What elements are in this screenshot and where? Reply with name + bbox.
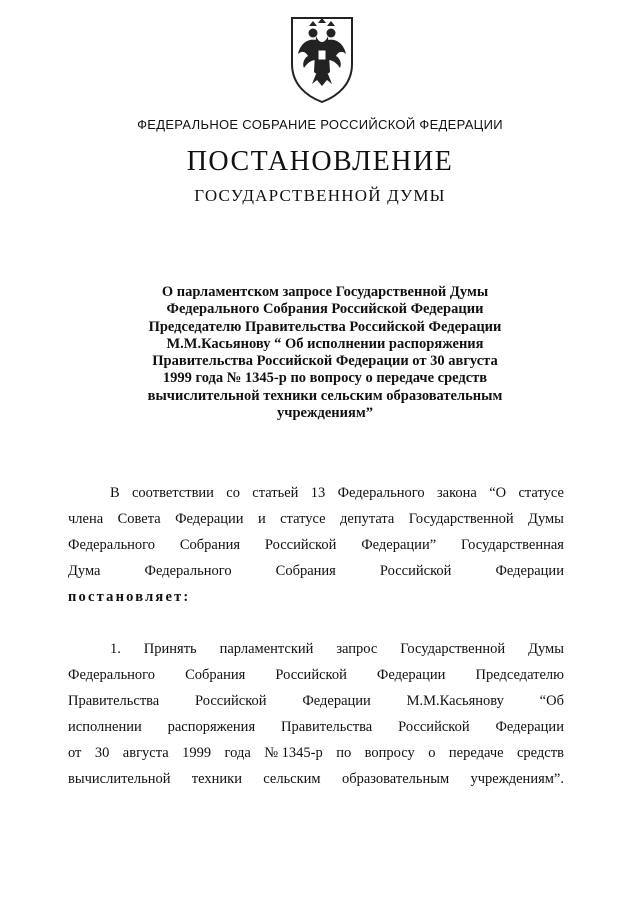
word: Государственной [408, 511, 514, 527]
word: Государственной [400, 641, 506, 657]
text-line [68, 480, 564, 506]
word: Российской [195, 693, 267, 709]
word: Думы [528, 511, 564, 527]
word: исполнении [68, 719, 142, 735]
word: Государственная [460, 537, 564, 553]
word: Российской [398, 719, 470, 735]
word: запрос [336, 641, 378, 657]
word: Российской [264, 537, 337, 553]
word: Председателю [475, 667, 564, 683]
word: Собрания [179, 537, 241, 553]
subject-line: Правительства Российской Федерации от 30 августа [152, 353, 498, 370]
text-line [68, 714, 564, 740]
word: Федерации [376, 667, 446, 683]
word: Федерального [68, 537, 156, 553]
word: года [224, 745, 251, 761]
subject-line: 1999 года № 1345-р по вопросу о передаче средств [162, 370, 488, 387]
word: 1999 [182, 745, 212, 761]
coat-of-arms-icon [286, 14, 358, 106]
word: со [226, 485, 240, 501]
document-type-title: ПОСТАНОВЛЕНИЕ [186, 146, 454, 177]
text-line [68, 662, 564, 688]
subject-line: Председателю Правительства Российской Федерации [148, 318, 502, 335]
word: статусе [518, 485, 564, 501]
text-line [68, 688, 564, 714]
subject-line: вычислительной техники сельским образовательным [147, 387, 503, 404]
organization-title: ФЕДЕРАЛЬНОЕ СОБРАНИЕ РОССИЙСКОЙ ФЕДЕРАЦИИ [137, 117, 503, 132]
paragraph-gap [68, 610, 564, 636]
word: Собрания [275, 563, 336, 579]
word: Российской [379, 563, 452, 579]
document-subject [130, 284, 520, 422]
word: по [336, 745, 352, 761]
word: передаче [448, 745, 504, 761]
word: сельским [263, 771, 321, 787]
word: Совета [117, 511, 161, 527]
word: о [428, 745, 436, 761]
word: 1. [110, 641, 121, 657]
text-line [68, 766, 564, 792]
word: статусе [280, 511, 326, 527]
text-line [68, 636, 564, 662]
word: Принять [143, 641, 197, 657]
subject-line: О парламентском запросе Государственной Думы [161, 284, 489, 300]
word: вопросу [364, 745, 415, 761]
word: Федерального [337, 485, 425, 501]
word: Собрания [185, 667, 246, 683]
subject-line: учреждениям” [277, 405, 373, 422]
word: “О [489, 485, 507, 501]
word: В [110, 485, 120, 501]
word: Федерации” [361, 537, 437, 553]
word: Дума [68, 563, 101, 579]
word: статьей [252, 485, 299, 501]
word: и [257, 511, 266, 527]
word: учреждениям”. [470, 771, 564, 787]
document-issuer-title: ГОСУДАРСТВЕННОЙ ДУМЫ [194, 186, 446, 205]
word: 30 [94, 745, 110, 761]
word: Федерации [495, 563, 564, 579]
word: Правительства [68, 693, 160, 709]
text-line [68, 506, 564, 532]
word: Федерации [302, 693, 371, 709]
word: Федерального [68, 667, 156, 683]
text-line [68, 740, 564, 766]
word: техники [191, 771, 242, 787]
word: “Об [539, 693, 564, 709]
word: М.М.Касьянову [406, 693, 504, 709]
word: Федерации [175, 511, 244, 527]
document-body [68, 480, 564, 792]
resolution-word: постановляет: [68, 589, 191, 605]
word: Думы [528, 641, 564, 657]
subject-line: Федерального Собрания Российской Федерации [166, 301, 484, 318]
word: 13 [310, 485, 326, 501]
text-line [68, 532, 564, 558]
word: Федерации [495, 719, 564, 735]
word: № 1345-р [264, 745, 323, 761]
word: парламентский [219, 641, 314, 657]
word: вычислительной [68, 771, 171, 787]
word: распоряжения [167, 719, 256, 735]
word: закона [436, 485, 477, 501]
word: образовательным [341, 771, 450, 787]
word: соответствии [132, 485, 214, 501]
word: Федерального [144, 563, 232, 579]
word: депутата [340, 511, 395, 527]
word: члена [68, 511, 104, 527]
word: от [68, 745, 82, 761]
word: средств [516, 745, 564, 761]
word: Российской [275, 667, 347, 683]
subject-line: М.М.Касьянову “ Об исполнении распоряжения [166, 335, 484, 352]
text-line [68, 558, 564, 584]
word: Правительства [281, 719, 373, 735]
word: августа [122, 745, 169, 761]
